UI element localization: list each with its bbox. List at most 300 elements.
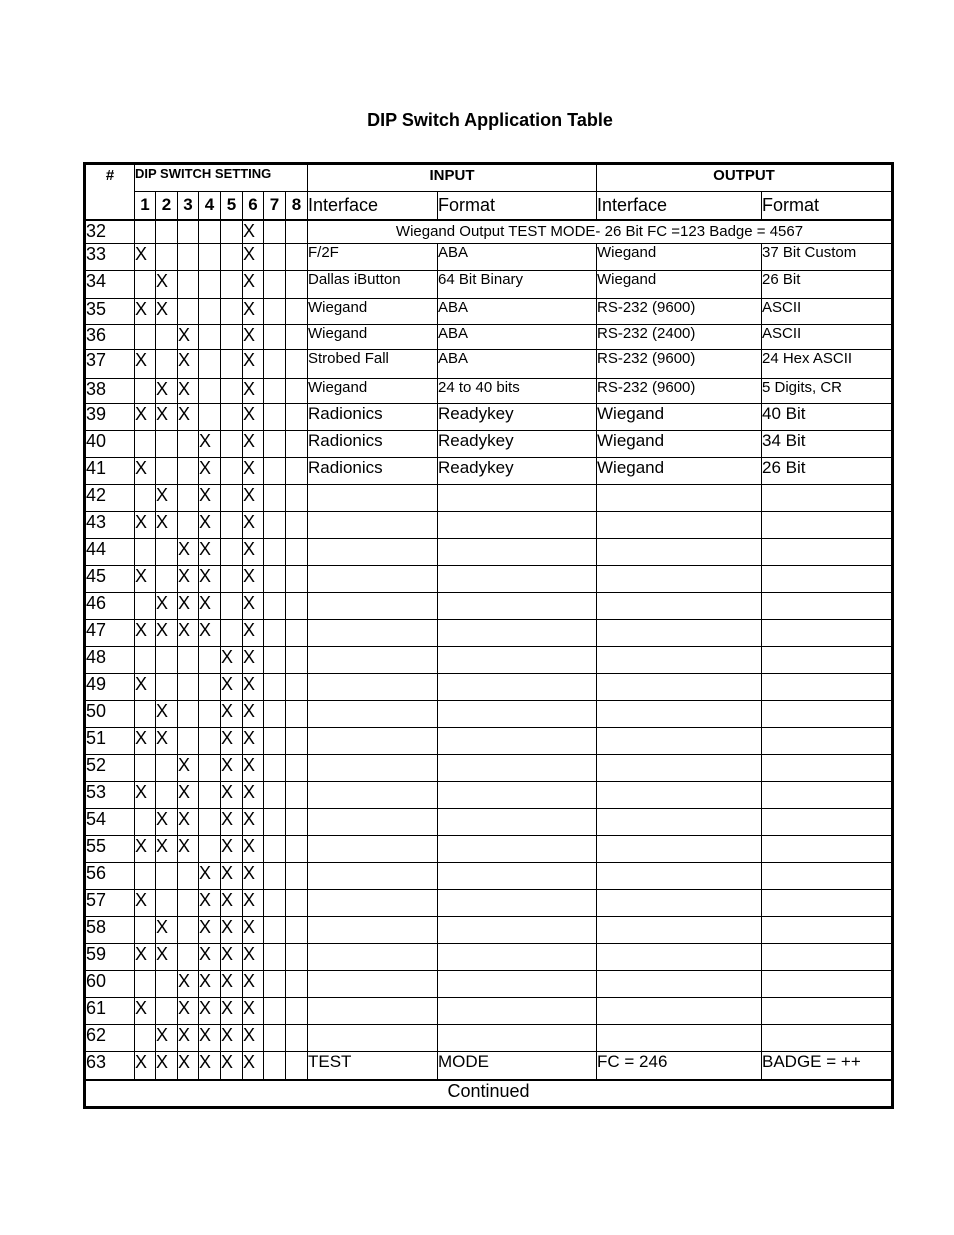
input-format-cell: [438, 890, 597, 917]
input-format-cell: 64 Bit Binary: [438, 271, 597, 299]
switch-2-cell: [156, 998, 178, 1025]
switch-1-cell: X: [135, 782, 156, 809]
input-interface-cell: [308, 1025, 438, 1052]
switch-3-cell: X: [178, 593, 199, 620]
switch-8-cell: [286, 890, 308, 917]
switch-4-cell: X: [199, 1052, 221, 1080]
switch-8-cell: [286, 512, 308, 539]
switch-2-cell: X: [156, 271, 178, 299]
table-row: [85, 944, 893, 971]
switch-8-cell: [286, 379, 308, 404]
row-number: 61: [85, 998, 135, 1025]
switch-1-cell: [135, 431, 156, 458]
switch-6-cell: X: [243, 431, 264, 458]
output-format-cell: [762, 755, 893, 782]
output-interface-cell: [597, 863, 762, 890]
switch-7-cell: [264, 809, 286, 836]
switch-3-cell: [178, 485, 199, 512]
input-group-header: INPUT: [308, 164, 597, 192]
switch-7-cell: [264, 325, 286, 350]
switch-2-cell: [156, 325, 178, 350]
switch-8-cell: [286, 809, 308, 836]
output-format-cell: 34 Bit: [762, 431, 893, 458]
output-format-cell: [762, 539, 893, 566]
output-interface-cell: Wiegand: [597, 431, 762, 458]
switch-6-cell: X: [243, 755, 264, 782]
switch-6-cell: X: [243, 379, 264, 404]
output-interface-cell: [597, 512, 762, 539]
switch-4-cell: [199, 647, 221, 674]
row-number: 34: [85, 271, 135, 299]
switch-6-cell: X: [243, 350, 264, 379]
row-number: 49: [85, 674, 135, 701]
switch-4-cell: X: [199, 863, 221, 890]
table-row: [85, 755, 893, 782]
switch-7-cell: [264, 566, 286, 593]
switch-3-cell: [178, 244, 199, 271]
switch-4-cell: X: [199, 431, 221, 458]
input-format-cell: [438, 971, 597, 998]
switch-1-cell: [135, 485, 156, 512]
switch-3-cell: X: [178, 971, 199, 998]
switch-6-cell: X: [243, 220, 264, 244]
table-row: [85, 379, 893, 404]
switch-1-cell: X: [135, 244, 156, 271]
page-title: DIP Switch Application Table: [367, 110, 613, 130]
switch-6-cell: X: [243, 647, 264, 674]
input-interface-cell: [308, 512, 438, 539]
switch-1-cell: X: [135, 674, 156, 701]
table-row: [85, 566, 893, 593]
switch-8-cell: [286, 863, 308, 890]
input-interface-cell: Radionics: [308, 404, 438, 431]
output-interface-cell: Wiegand: [597, 244, 762, 271]
input-interface-cell: Dallas iButton: [308, 271, 438, 299]
switch-1-cell: X: [135, 350, 156, 379]
row-number: 59: [85, 944, 135, 971]
output-format-cell: [762, 944, 893, 971]
output-format-cell: ASCII: [762, 299, 893, 325]
input-format-header: Format: [438, 192, 597, 220]
switch-4-cell: X: [199, 890, 221, 917]
switch-6-cell: X: [243, 890, 264, 917]
header-row-bottom: [85, 192, 893, 220]
switch-5-cell: [221, 244, 243, 271]
switch-1-cell: [135, 809, 156, 836]
header-row-top: [85, 164, 893, 192]
switch-4-cell: [199, 836, 221, 863]
switch-2-cell: X: [156, 379, 178, 404]
switch-5-cell: [221, 431, 243, 458]
switch-3-cell: X: [178, 755, 199, 782]
row-number: 53: [85, 782, 135, 809]
table-row: [85, 782, 893, 809]
output-interface-cell: [597, 620, 762, 647]
switch-2-cell: X: [156, 1025, 178, 1052]
switch-2-cell: [156, 539, 178, 566]
switch-1-cell: X: [135, 998, 156, 1025]
input-interface-cell: [308, 539, 438, 566]
switch-7-cell: [264, 863, 286, 890]
input-format-cell: [438, 674, 597, 701]
row-number: 56: [85, 863, 135, 890]
switch-3-cell: [178, 674, 199, 701]
input-interface-cell: [308, 566, 438, 593]
continued-label: Continued: [85, 1080, 893, 1108]
switch-6-cell: X: [243, 1052, 264, 1080]
switch-6-cell: X: [243, 701, 264, 728]
switch-5-cell: X: [221, 809, 243, 836]
output-interface-cell: Wiegand: [597, 271, 762, 299]
output-format-cell: BADGE = ++: [762, 1052, 893, 1080]
switch-5-cell: X: [221, 701, 243, 728]
row-number: 51: [85, 728, 135, 755]
switch-5-cell: X: [221, 728, 243, 755]
switch-8-cell: [286, 566, 308, 593]
table-row: [85, 701, 893, 728]
switch-7-cell: [264, 782, 286, 809]
switch-6-cell: X: [243, 836, 264, 863]
input-interface-cell: [308, 971, 438, 998]
switch-5-cell: [221, 379, 243, 404]
output-format-cell: [762, 836, 893, 863]
table-row: [85, 539, 893, 566]
input-format-cell: [438, 539, 597, 566]
switch-5-cell: X: [221, 1052, 243, 1080]
switch-7-cell: [264, 755, 286, 782]
row-number: 60: [85, 971, 135, 998]
row-number: 33: [85, 244, 135, 271]
table-row: [85, 620, 893, 647]
switch-2-cell: X: [156, 944, 178, 971]
input-format-cell: [438, 485, 597, 512]
switch-7-cell: [264, 593, 286, 620]
switch-1-cell: [135, 379, 156, 404]
switch-4-cell: [199, 404, 221, 431]
switch-4-cell: [199, 701, 221, 728]
row-number: 55: [85, 836, 135, 863]
output-interface-cell: Wiegand: [597, 458, 762, 485]
input-format-cell: ABA: [438, 350, 597, 379]
switch-5-cell: X: [221, 647, 243, 674]
switch-1-cell: X: [135, 458, 156, 485]
output-format-cell: 26 Bit: [762, 271, 893, 299]
switch-1-cell: [135, 593, 156, 620]
switch-7-cell: [264, 458, 286, 485]
table-row: [85, 350, 893, 379]
switch-3-cell: [178, 917, 199, 944]
output-format-cell: [762, 809, 893, 836]
output-format-cell: [762, 917, 893, 944]
switch-2-cell: X: [156, 701, 178, 728]
switch-8-cell: [286, 755, 308, 782]
switch-5-cell: X: [221, 971, 243, 998]
output-format-cell: [762, 1025, 893, 1052]
switch-1-cell: X: [135, 566, 156, 593]
table-row: [85, 998, 893, 1025]
output-format-cell: [762, 890, 893, 917]
output-interface-cell: [597, 890, 762, 917]
switch-5-cell: X: [221, 674, 243, 701]
switch-7-header: 7: [264, 192, 286, 220]
switch-4-cell: X: [199, 971, 221, 998]
row-number: 32: [85, 220, 135, 244]
switch-4-cell: [199, 728, 221, 755]
output-interface-cell: [597, 647, 762, 674]
table-row: [85, 917, 893, 944]
input-interface-header: Interface: [308, 192, 438, 220]
output-format-cell: 37 Bit Custom: [762, 244, 893, 271]
switch-8-cell: [286, 1025, 308, 1052]
switch-2-cell: X: [156, 485, 178, 512]
output-format-cell: [762, 512, 893, 539]
table-row: [85, 431, 893, 458]
output-format-cell: [762, 971, 893, 998]
footer-row: [85, 1080, 893, 1108]
output-interface-cell: RS-232 (2400): [597, 325, 762, 350]
switch-8-cell: [286, 431, 308, 458]
row-number: 62: [85, 1025, 135, 1052]
row-number: 41: [85, 458, 135, 485]
output-format-cell: [762, 782, 893, 809]
switch-8-cell: [286, 539, 308, 566]
output-format-cell: [762, 674, 893, 701]
output-interface-cell: [597, 701, 762, 728]
switch-5-cell: [221, 458, 243, 485]
switch-6-cell: X: [243, 485, 264, 512]
switch-5-cell: [221, 539, 243, 566]
switch-8-cell: [286, 485, 308, 512]
input-format-cell: Readykey: [438, 404, 597, 431]
table-row: [85, 863, 893, 890]
row-number: 43: [85, 512, 135, 539]
switch-3-cell: [178, 863, 199, 890]
switch-6-cell: X: [243, 998, 264, 1025]
switch-7-cell: [264, 1052, 286, 1080]
input-format-cell: [438, 809, 597, 836]
switch-4-cell: [199, 755, 221, 782]
switch-4-cell: X: [199, 539, 221, 566]
switch-8-cell: [286, 998, 308, 1025]
switch-7-cell: [264, 379, 286, 404]
switch-3-cell: X: [178, 350, 199, 379]
switch-6-cell: X: [243, 244, 264, 271]
row-number: 35: [85, 299, 135, 325]
switch-5-cell: X: [221, 1025, 243, 1052]
row-number: 44: [85, 539, 135, 566]
switch-5-cell: [221, 220, 243, 244]
switch-2-cell: X: [156, 620, 178, 647]
switch-3-cell: X: [178, 566, 199, 593]
switch-1-cell: X: [135, 728, 156, 755]
input-format-cell: ABA: [438, 299, 597, 325]
row-number: 37: [85, 350, 135, 379]
input-interface-cell: [308, 944, 438, 971]
output-format-cell: [762, 998, 893, 1025]
row-number: 54: [85, 809, 135, 836]
switch-8-cell: [286, 728, 308, 755]
row-number: 52: [85, 755, 135, 782]
row-number: 50: [85, 701, 135, 728]
switch-5-cell: [221, 566, 243, 593]
switch-7-cell: [264, 512, 286, 539]
switch-5-cell: [221, 620, 243, 647]
switch-7-cell: [264, 620, 286, 647]
switch-2-cell: X: [156, 593, 178, 620]
switch-6-cell: X: [243, 299, 264, 325]
table-row: [85, 593, 893, 620]
switch-8-cell: [286, 350, 308, 379]
output-interface-cell: RS-232 (9600): [597, 379, 762, 404]
switch-7-cell: [264, 998, 286, 1025]
input-interface-cell: [308, 836, 438, 863]
switch-7-cell: [264, 1025, 286, 1052]
switch-7-cell: [264, 701, 286, 728]
input-format-cell: ABA: [438, 244, 597, 271]
switch-3-cell: X: [178, 782, 199, 809]
switch-5-cell: [221, 325, 243, 350]
switch-2-cell: [156, 244, 178, 271]
table-row: [85, 220, 893, 244]
switch-3-cell: X: [178, 379, 199, 404]
switch-6-cell: X: [243, 404, 264, 431]
switch-4-cell: [199, 244, 221, 271]
switch-7-cell: [264, 971, 286, 998]
input-interface-cell: [308, 593, 438, 620]
switch-1-cell: X: [135, 404, 156, 431]
switch-2-cell: X: [156, 917, 178, 944]
switch-8-cell: [286, 917, 308, 944]
output-format-cell: [762, 566, 893, 593]
output-format-cell: 26 Bit: [762, 458, 893, 485]
switch-3-cell: [178, 271, 199, 299]
table-row: [85, 458, 893, 485]
switch-2-cell: [156, 971, 178, 998]
switch-7-cell: [264, 944, 286, 971]
switch-1-cell: [135, 971, 156, 998]
switch-6-cell: X: [243, 271, 264, 299]
switch-5-cell: [221, 299, 243, 325]
switch-1-cell: [135, 539, 156, 566]
switch-1-cell: [135, 863, 156, 890]
input-format-cell: [438, 728, 597, 755]
switch-6-cell: X: [243, 325, 264, 350]
input-format-cell: [438, 782, 597, 809]
switch-5-cell: [221, 485, 243, 512]
switch-3-cell: X: [178, 809, 199, 836]
switch-4-cell: X: [199, 917, 221, 944]
switch-2-header: 2: [156, 192, 178, 220]
switch-7-cell: [264, 220, 286, 244]
switch-2-cell: [156, 782, 178, 809]
input-format-cell: Readykey: [438, 458, 597, 485]
switch-4-cell: X: [199, 485, 221, 512]
switch-4-cell: [199, 350, 221, 379]
output-interface-cell: [597, 809, 762, 836]
switch-3-cell: X: [178, 620, 199, 647]
row-number: 38: [85, 379, 135, 404]
table-row: [85, 647, 893, 674]
input-interface-cell: [308, 755, 438, 782]
switch-8-cell: [286, 325, 308, 350]
output-interface-cell: Wiegand: [597, 404, 762, 431]
table-row: [85, 1052, 893, 1080]
output-interface-cell: [597, 998, 762, 1025]
switch-6-cell: X: [243, 566, 264, 593]
input-interface-cell: [308, 917, 438, 944]
switch-1-cell: X: [135, 299, 156, 325]
switch-6-cell: X: [243, 1025, 264, 1052]
switch-2-cell: X: [156, 1052, 178, 1080]
switch-3-cell: [178, 431, 199, 458]
switch-3-cell: [178, 512, 199, 539]
output-interface-cell: [597, 917, 762, 944]
dip-switch-setting-header: DIP SWITCH SETTING: [135, 164, 308, 192]
switch-4-cell: [199, 782, 221, 809]
switch-4-cell: [199, 325, 221, 350]
switch-8-cell: [286, 244, 308, 271]
switch-3-cell: X: [178, 836, 199, 863]
input-interface-cell: Strobed Fall: [308, 350, 438, 379]
input-format-cell: [438, 944, 597, 971]
input-interface-cell: [308, 728, 438, 755]
switch-4-cell: [199, 809, 221, 836]
input-interface-cell: [308, 620, 438, 647]
switch-8-cell: [286, 404, 308, 431]
switch-7-cell: [264, 728, 286, 755]
row-number: 42: [85, 485, 135, 512]
table-row: [85, 836, 893, 863]
table-row: [85, 325, 893, 350]
switch-4-cell: X: [199, 1025, 221, 1052]
switch-7-cell: [264, 271, 286, 299]
switch-5-cell: X: [221, 863, 243, 890]
switch-4-cell: X: [199, 944, 221, 971]
switch-5-cell: X: [221, 890, 243, 917]
switch-6-cell: X: [243, 728, 264, 755]
switch-5-cell: [221, 271, 243, 299]
switch-1-cell: [135, 271, 156, 299]
input-format-cell: Readykey: [438, 431, 597, 458]
switch-5-cell: X: [221, 998, 243, 1025]
input-interface-cell: [308, 998, 438, 1025]
switch-3-cell: X: [178, 998, 199, 1025]
switch-6-cell: X: [243, 512, 264, 539]
switch-6-cell: X: [243, 539, 264, 566]
output-interface-cell: RS-232 (9600): [597, 299, 762, 325]
output-interface-cell: [597, 728, 762, 755]
output-interface-cell: [597, 1025, 762, 1052]
output-format-cell: [762, 701, 893, 728]
output-interface-cell: [597, 944, 762, 971]
input-interface-cell: Radionics: [308, 458, 438, 485]
input-format-cell: [438, 1025, 597, 1052]
switch-6-cell: X: [243, 674, 264, 701]
input-format-cell: [438, 836, 597, 863]
switch-5-cell: X: [221, 944, 243, 971]
switch-6-cell: X: [243, 620, 264, 647]
switch-3-cell: X: [178, 539, 199, 566]
switch-1-cell: X: [135, 944, 156, 971]
switch-2-cell: [156, 458, 178, 485]
output-interface-cell: [597, 593, 762, 620]
switch-4-cell: [199, 271, 221, 299]
switch-8-cell: [286, 701, 308, 728]
table-row: [85, 299, 893, 325]
input-format-cell: [438, 512, 597, 539]
switch-5-cell: [221, 593, 243, 620]
switch-1-cell: X: [135, 890, 156, 917]
